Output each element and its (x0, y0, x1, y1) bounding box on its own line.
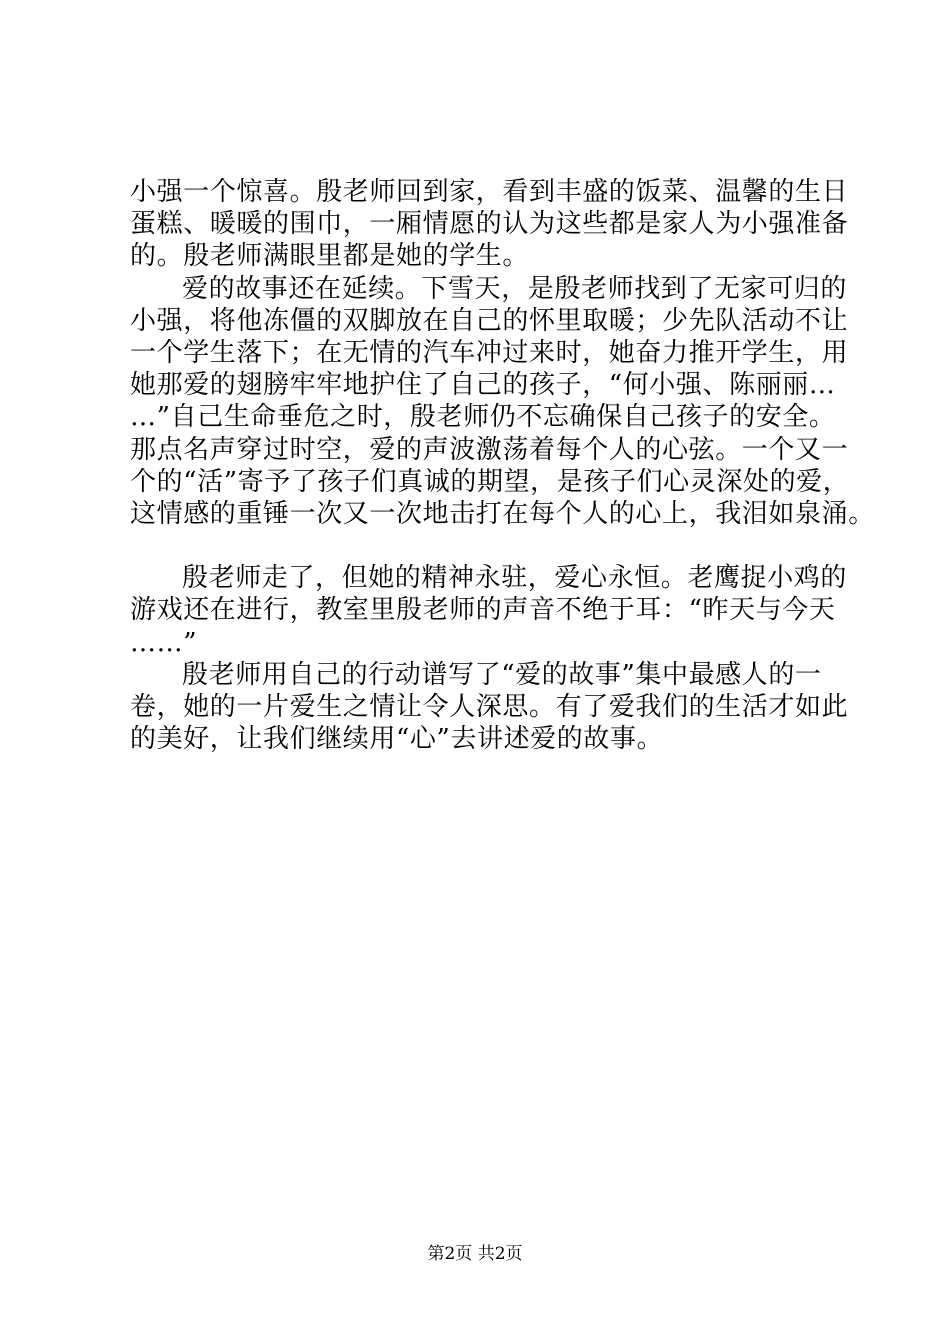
paragraph-1 (130, 176, 849, 273)
text-line: 一个学生落下；在无情的汽车冲过来时，她奋力推开学生，用 (130, 337, 849, 368)
text-line: 小强，将他冻僵的双脚放在自己的怀里取暖；少先队活动不让 (130, 305, 849, 336)
text-line: 这情感的重锤一次又一次地击打在每个人的心上，我泪如泉涌。 (130, 498, 875, 529)
paragraph-3 (130, 562, 846, 659)
text-line: 爱的故事还在延续。下雪天，是殷老师找到了无家可归的 (182, 273, 848, 304)
paragraph-2 (130, 273, 875, 531)
text-line: 蛋糕、暖暖的围巾，一厢情愿的认为这些都是家人为小强准备 (130, 209, 849, 240)
text-line: 卷，她的一片爱生之情让令人深思。有了爱我们的生活才如此 (130, 692, 849, 722)
text-line: ……” (130, 627, 198, 658)
text-line: 个的“活”寄予了孩子们真诚的期望，是孩子们心灵深处的爱， (130, 466, 850, 497)
text-line: 的。殷老师满眼里都是她的学生。 (130, 241, 530, 272)
text-line: 殷老师走了，但她的精神永驻，爱心永恒。老鹰捉小鸡的 (182, 563, 848, 594)
blank-line (130, 530, 846, 562)
document-body (130, 176, 875, 755)
text-line: 那点名声穿过时空，爱的声波激荡着每个人的心弦。一个又一 (130, 434, 849, 465)
text-line: 她那爱的翅膀牢牢地护住了自己的孩子，“何小强、陈丽丽… (130, 370, 836, 401)
text-line: 小强一个惊喜。殷老师回到家，看到丰盛的饭菜、温馨的生日 (130, 177, 849, 207)
text-line: 的美好，让我们继续用“心”去讲述爱的故事。 (130, 724, 664, 755)
paragraph-4 (130, 659, 849, 756)
text-line: …”自己生命垂危之时，殷老师仍不忘确保自己孩子的安全。 (130, 402, 836, 433)
page-footer: 第2页 共2页 (427, 1244, 523, 1264)
text-line: 殷老师用自己的行动谱写了“爱的故事”集中最感人的一 (182, 659, 822, 690)
text-line: 游戏还在进行，教室里殷老师的声音不绝于耳：“昨天与今天 (130, 595, 836, 626)
